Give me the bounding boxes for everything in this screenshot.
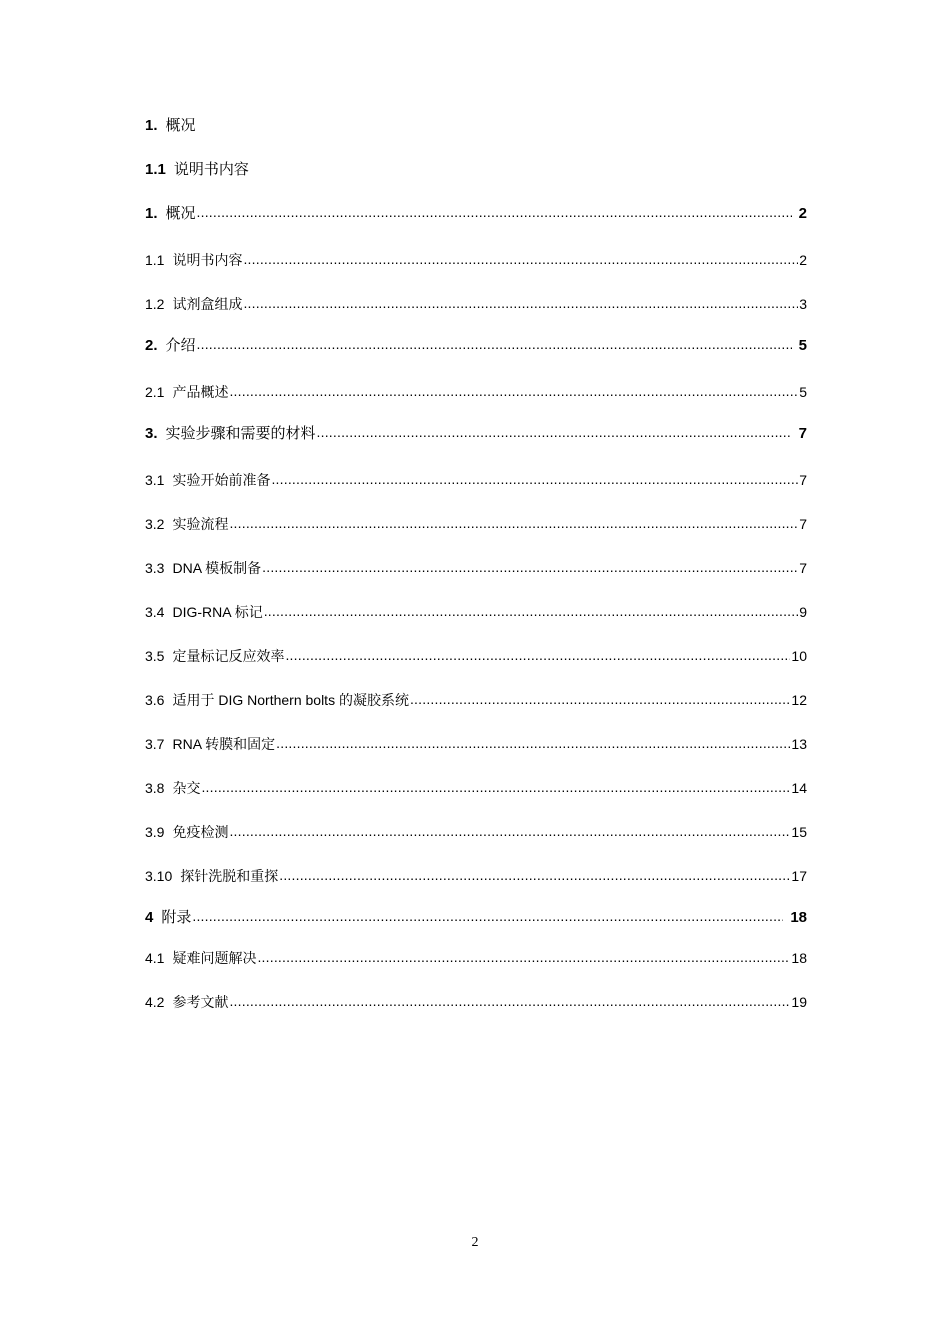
toc-number: 1. — [145, 205, 158, 222]
toc-title: 探针洗脱和重探 — [180, 868, 279, 884]
toc-title: 产品概述 — [172, 384, 229, 400]
toc-leader — [276, 735, 790, 749]
toc-entry[interactable] — [145, 382, 807, 402]
toc-page: 5 — [799, 384, 807, 400]
toc-number: 1.2 — [145, 296, 165, 312]
toc-entry[interactable] — [145, 866, 807, 886]
toc-entry[interactable] — [145, 778, 807, 798]
toc-entry[interactable] — [145, 734, 807, 754]
heading-number: 1.1 — [145, 161, 166, 178]
toc-entry[interactable] — [145, 822, 807, 842]
toc-entry[interactable] — [145, 294, 807, 314]
toc-number: 3.5 — [145, 648, 165, 664]
toc-leader — [229, 823, 790, 837]
toc-leader — [264, 603, 799, 617]
toc-number: 3.2 — [145, 516, 165, 532]
toc-leader — [192, 908, 783, 922]
toc-number: 3. — [145, 425, 158, 442]
toc-number: 4.1 — [145, 950, 165, 966]
toc-entry[interactable] — [145, 948, 807, 968]
toc-number: 3.9 — [145, 824, 165, 840]
toc-number: 2. — [145, 337, 158, 354]
toc-leader — [279, 867, 790, 881]
toc-page: 19 — [791, 994, 807, 1010]
toc-page: 15 — [791, 824, 807, 840]
toc-entry[interactable] — [145, 514, 807, 534]
toc-leader — [317, 424, 792, 438]
toc-page: 18 — [791, 950, 807, 966]
toc-title: 免疫检测 — [172, 824, 229, 840]
toc-title: 附录 — [161, 909, 192, 926]
toc-page: 2 — [798, 205, 807, 222]
toc-page: 17 — [791, 868, 807, 884]
toc-page: 7 — [799, 560, 807, 576]
toc-entry[interactable] — [145, 558, 807, 578]
toc-title: 概况 — [165, 205, 196, 222]
toc-entry[interactable] — [145, 690, 807, 710]
toc-leader — [229, 993, 790, 1007]
toc-page: 9 — [799, 604, 807, 620]
toc-entry[interactable] — [145, 470, 807, 490]
toc-leader — [262, 559, 798, 573]
toc-leader — [243, 251, 798, 265]
toc-title: 说明书内容 — [172, 252, 243, 268]
toc-page: 2 — [799, 252, 807, 268]
toc-leader — [229, 515, 798, 529]
toc-number: 3.7 — [145, 736, 165, 752]
toc-number: 3.6 — [145, 692, 165, 708]
toc-leader — [201, 779, 790, 793]
toc-page: 12 — [791, 692, 807, 708]
toc-leader — [197, 336, 792, 350]
toc-title: 杂交 — [172, 780, 201, 796]
heading-title: 说明书内容 — [173, 161, 249, 178]
toc-page: 13 — [791, 736, 807, 752]
toc-number: 1.1 — [145, 252, 165, 268]
toc-entry[interactable] — [145, 646, 807, 666]
toc-number: 2.1 — [145, 384, 165, 400]
toc-number: 3.4 — [145, 604, 165, 620]
toc-number: 3.8 — [145, 780, 165, 796]
toc-page: 14 — [791, 780, 807, 796]
toc-leader — [243, 295, 798, 309]
toc-entry[interactable] — [145, 204, 807, 224]
toc-page: 7 — [799, 472, 807, 488]
subsection-heading — [145, 160, 249, 180]
toc-title: 适用于 DIG Northern bolts 的凝胶系统 — [172, 692, 409, 708]
toc-title: 试剂盒组成 — [172, 296, 243, 312]
toc-leader — [271, 471, 798, 485]
toc-page: 7 — [798, 425, 807, 442]
page-number: 2 — [471, 1235, 479, 1250]
toc-title: 参考文献 — [172, 994, 229, 1010]
toc-entry[interactable] — [145, 602, 807, 622]
toc-number: 4 — [145, 909, 154, 926]
toc-page: 18 — [790, 909, 807, 926]
toc-title: DNA 模板制备 — [172, 560, 262, 576]
toc-title: 实验流程 — [172, 516, 229, 532]
toc-entry[interactable] — [145, 424, 807, 444]
toc-leader — [229, 383, 798, 397]
toc-leader — [410, 691, 790, 705]
toc-entry[interactable] — [145, 250, 807, 270]
toc-title: 实验步骤和需要的材料 — [165, 425, 316, 442]
toc-number: 4.2 — [145, 994, 165, 1010]
toc-entry[interactable] — [145, 992, 807, 1012]
toc-leader — [197, 204, 792, 218]
toc-page: 3 — [799, 296, 807, 312]
toc-title: RNA 转膜和固定 — [172, 736, 276, 752]
toc-number: 3.10 — [145, 868, 173, 884]
heading-title: 概况 — [165, 117, 196, 134]
section-heading — [145, 116, 196, 136]
toc-title: DIG-RNA 标记 — [172, 604, 263, 620]
toc-title: 介绍 — [165, 337, 196, 354]
toc-entry[interactable] — [145, 908, 807, 928]
toc-page: 5 — [798, 337, 807, 354]
toc-entry[interactable] — [145, 336, 807, 356]
toc-title: 定量标记反应效率 — [172, 648, 285, 664]
toc-page: 10 — [791, 648, 807, 664]
toc-title: 实验开始前准备 — [172, 472, 271, 488]
toc-number: 3.3 — [145, 560, 165, 576]
toc-page: 7 — [799, 516, 807, 532]
heading-number: 1. — [145, 117, 158, 134]
toc-number: 3.1 — [145, 472, 165, 488]
toc-leader — [257, 949, 790, 963]
toc-leader — [285, 647, 790, 661]
toc-title: 疑难问题解决 — [172, 950, 257, 966]
